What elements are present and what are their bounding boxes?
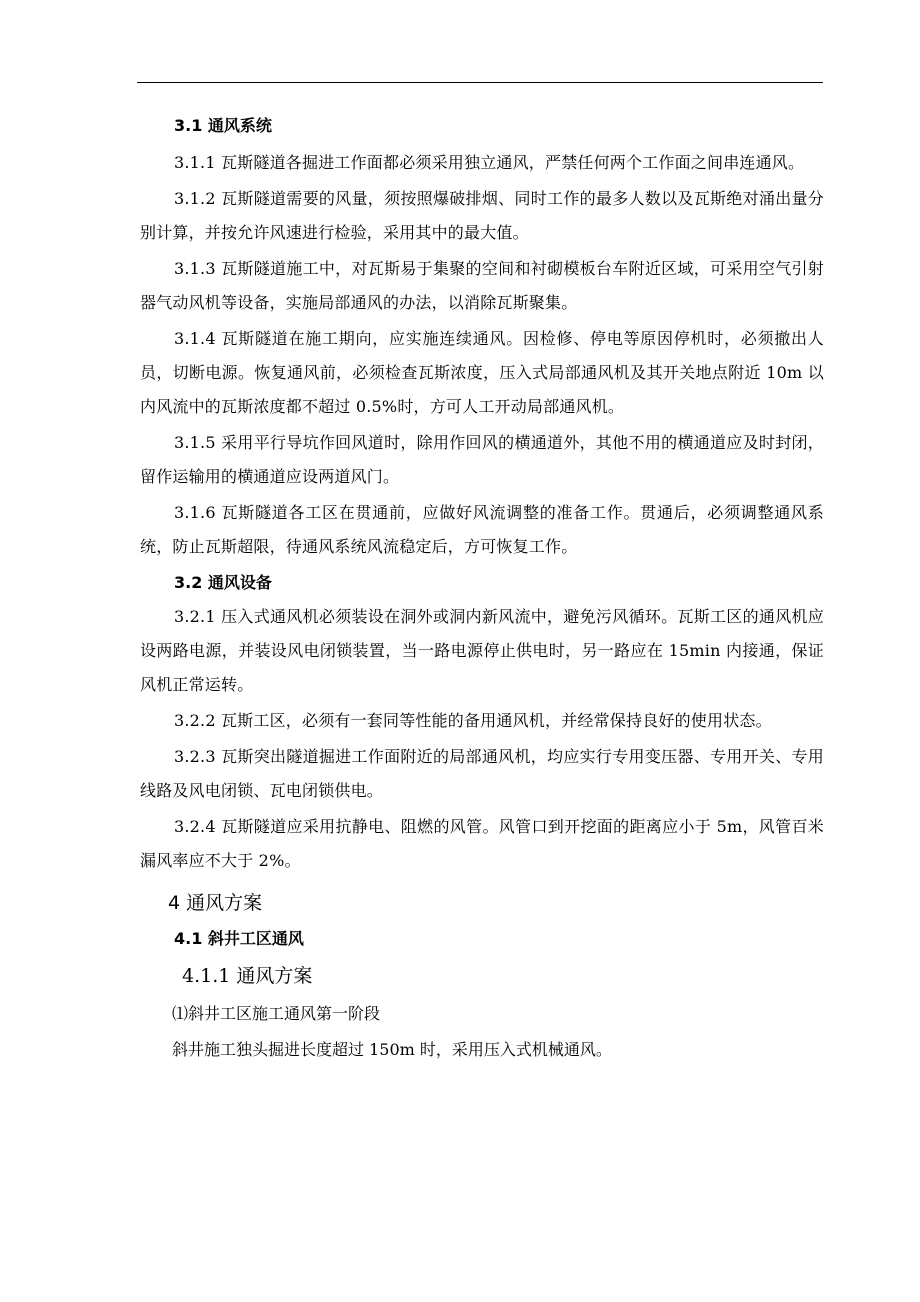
paragraph-3-1-4: 3.1.4 瓦斯隧道在施工期向，应实施连续通风。因检修、停电等原因停机时，必须撤出人员，切断电源。恢复通风前，必须检查瓦斯浓度，压入式局部通风机及其开关地点附近 10m 以内风流中的瓦斯浓度都不超过 0.5%时，方可人工开动局部通风机。 <box>140 329 824 416</box>
list-item-stage-1: ⑴斜井工区施工通风第一阶段 <box>172 1004 381 1023</box>
paragraph-3-2-1: 3.2.1 压入式通风机必须装设在洞外或洞内新风流中，避免污风循环。瓦斯工区的通风机应设两路电源，并装设风电闭锁装置，当一路电源停止供电时，另一路应在 15min 内接通，保证风机正常运转。 <box>140 607 824 694</box>
section-heading-4-1: 4.1 斜井工区通风 <box>174 929 304 948</box>
paragraph-3-1-2: 3.1.2 瓦斯隧道需要的风量，须按照爆破排烟、同时工作的最多人数以及瓦斯绝对涌出量分别计算，并按允许风速进行检验，采用其中的最大值。 <box>140 189 824 242</box>
paragraph-incline-shaft: 斜井施工独头掘进长度超过 150m 时，采用压入式机械通风。 <box>172 1040 612 1059</box>
paragraph-3-2-2: 3.2.2 瓦斯工区，必须有一套同等性能的备用通风机，并经常保持良好的使用状态。 <box>174 711 772 730</box>
paragraph-3-1-5: 3.1.5 采用平行导坑作回风道时，除用作回风的横通道外，其他不用的横通道应及时封闭，留作运输用的横通道应设两道风门。 <box>140 433 824 486</box>
paragraph-3-1-1: 3.1.1 瓦斯隧道各掘进工作面都必须采用独立通风，严禁任何两个工作面之间串连通风。 <box>174 153 805 172</box>
section-heading-3-2: 3.2 通风设备 <box>174 573 272 592</box>
paragraph-3-2-3: 3.2.3 瓦斯突出隧道掘进工作面附近的局部通风机，均应实行专用变压器、专用开关、专用线路及风电闭锁、瓦电闭锁供电。 <box>140 747 824 800</box>
header-rule <box>137 82 823 83</box>
paragraph-3-2-4: 3.2.4 瓦斯隧道应采用抗静电、阻燃的风管。风管口到开挖面的距离应小于 5m，风管百米漏风率应不大于 2%。 <box>140 817 824 870</box>
subsection-heading-4-1-1: 4.1.1 通风方案 <box>182 965 313 987</box>
section-heading-3-1: 3.1 通风系统 <box>174 116 272 135</box>
document-body <box>140 106 824 1068</box>
paragraph-3-1-6: 3.1.6 瓦斯隧道各工区在贯通前，应做好风流调整的准备工作。贯通后，必须调整通风系统，防止瓦斯超限，待通风系统风流稳定后，方可恢复工作。 <box>140 503 824 556</box>
chapter-heading-4: 4 通风方案 <box>168 892 263 914</box>
paragraph-3-1-3: 3.1.3 瓦斯隧道施工中，对瓦斯易于集聚的空间和衬砌模板台车附近区域，可采用空气引射器气动风机等设备，实施局部通风的办法，以消除瓦斯聚集。 <box>140 259 824 312</box>
